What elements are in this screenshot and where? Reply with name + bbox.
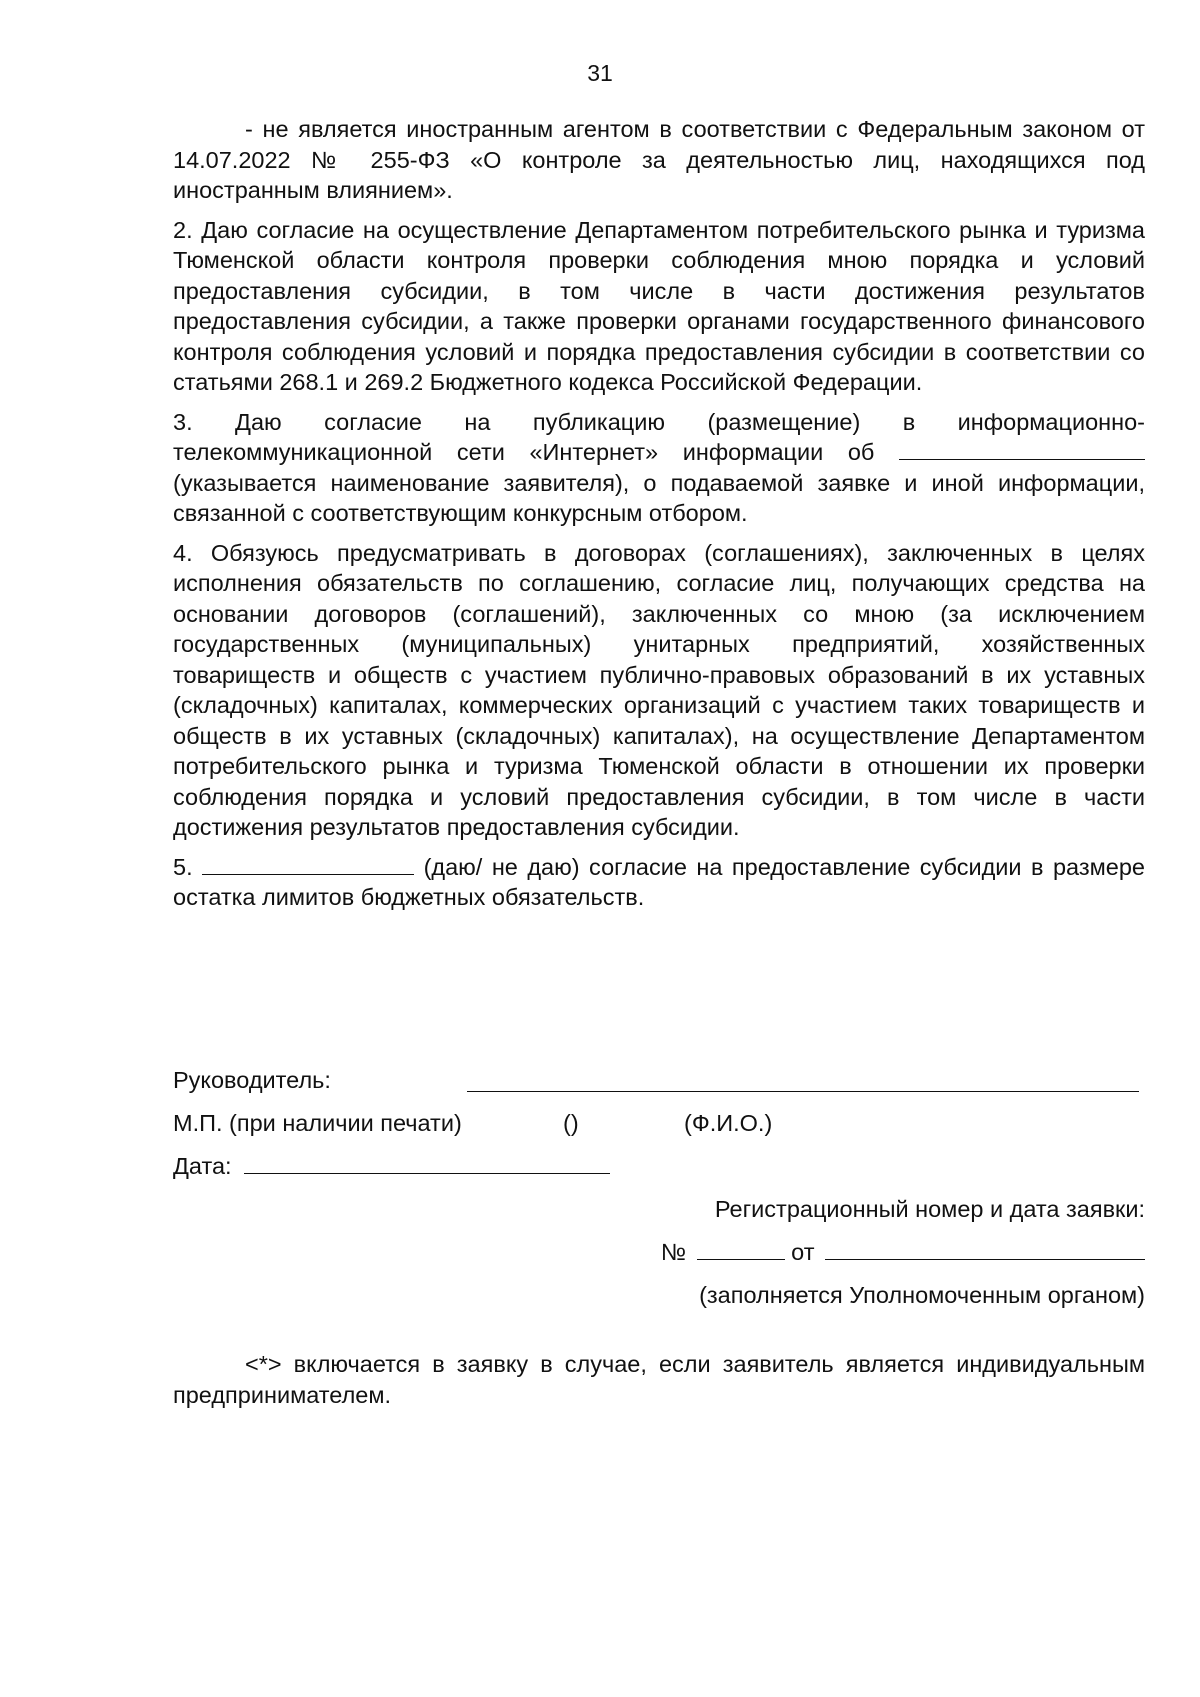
signature-parens: () [563, 1110, 579, 1136]
registration-number-row [661, 1237, 1145, 1267]
foreign-agent-clause: - не является иностранным агентом в соответствии с Федеральным законом от 14.07.2022 № 255-ФЗ «О контроле за деятельностью лиц, находящихся под иностранным влиянием». [173, 116, 1145, 203]
clause-4-obligation: 4. Обязуюсь предусматривать в договорах (соглашениях), заключенных в целях исполнения обязательств по соглашению, согласие лиц, получающих средства на основании договоров (соглашений), заключенных со мною (за исключением государственных (муниципальных) унитарных предприятий, хозяйственных товариществ и обществ с участием публично-правовых образований в их уставных (складочных) капиталах, коммерческих организаций с участием таких товариществ и обществ в их уставных (складочных) капиталах), на осуществление Департаментом потребительского рынка и туризма Тюменской области в отношении их проверки соблюдения порядка и условий предоставления субсидии, в том числе в части достижения результатов предоставления субсидии. [173, 539, 1145, 840]
page-number: 31 [587, 60, 613, 86]
filled-by-row [699, 1280, 1145, 1310]
clause-3-publication-consent [173, 407, 1145, 529]
stamp-label: М.П. (при наличии печати) [173, 1110, 462, 1136]
footnote: <*> включается в заявку в случае, если заявитель является индивидуальным предпринимателем. [173, 1351, 1145, 1408]
clause-5-text: (даю/ не даю) согласие на предоставление субсидии в размере остатка лимитов бюджетных обязательств. [173, 853, 1146, 910]
from-label: от [791, 1239, 815, 1265]
stamp-row [173, 1108, 462, 1138]
clause-2-control-consent: 2. Даю согласие на осуществление Департаментом потребительского рынка и туризма Тюменской области контроля проверки соблюдения мною порядка и условий предоставления субсидии, в том числе в части достижения результатов предоставления субсидии, а также проверки органами государственного финансового контроля соблюдения условий и порядка предоставления субсидии в соответствии со статьями 268.1 и 269.2 Бюджетного кодекса Российской Федерации. [173, 216, 1145, 395]
filled-by-note: (заполняется Уполномоченным органом) [699, 1282, 1145, 1308]
head-signature-line [467, 1069, 1139, 1092]
consent-choice-blank [202, 852, 414, 875]
clause-5-balance-consent [173, 852, 1145, 913]
number-sign: № [660, 1239, 687, 1265]
registration-label: Регистрационный номер и дата заявки: [714, 1196, 1145, 1222]
registration-number-line [697, 1237, 785, 1260]
clause-3-text-end: (указывается наименование заявителя), о подаваемой заявке и иной информации, связанной с соответствующим конкурсным отбором. [173, 469, 1145, 526]
parens-row [563, 1108, 579, 1138]
fio-row [684, 1108, 772, 1138]
date-line [244, 1151, 610, 1174]
signature-block [173, 1065, 1145, 1308]
clause-5-number: 5. [173, 853, 193, 880]
registration-label-row [715, 1194, 1145, 1224]
fio-label: (Ф.И.О.) [684, 1110, 773, 1136]
head-row [173, 1065, 331, 1095]
date-label: Дата: [173, 1153, 232, 1179]
registration-date-line [825, 1237, 1145, 1260]
date-row [173, 1151, 610, 1181]
consent-body [173, 114, 1145, 922]
clause-3-text-start: 3. Даю согласие на публикацию (размещение) в информационно-телекоммуникационной сети «Интернет» информации об [173, 408, 1145, 465]
head-label: Руководитель: [173, 1067, 331, 1093]
applicant-name-blank [899, 437, 1145, 460]
